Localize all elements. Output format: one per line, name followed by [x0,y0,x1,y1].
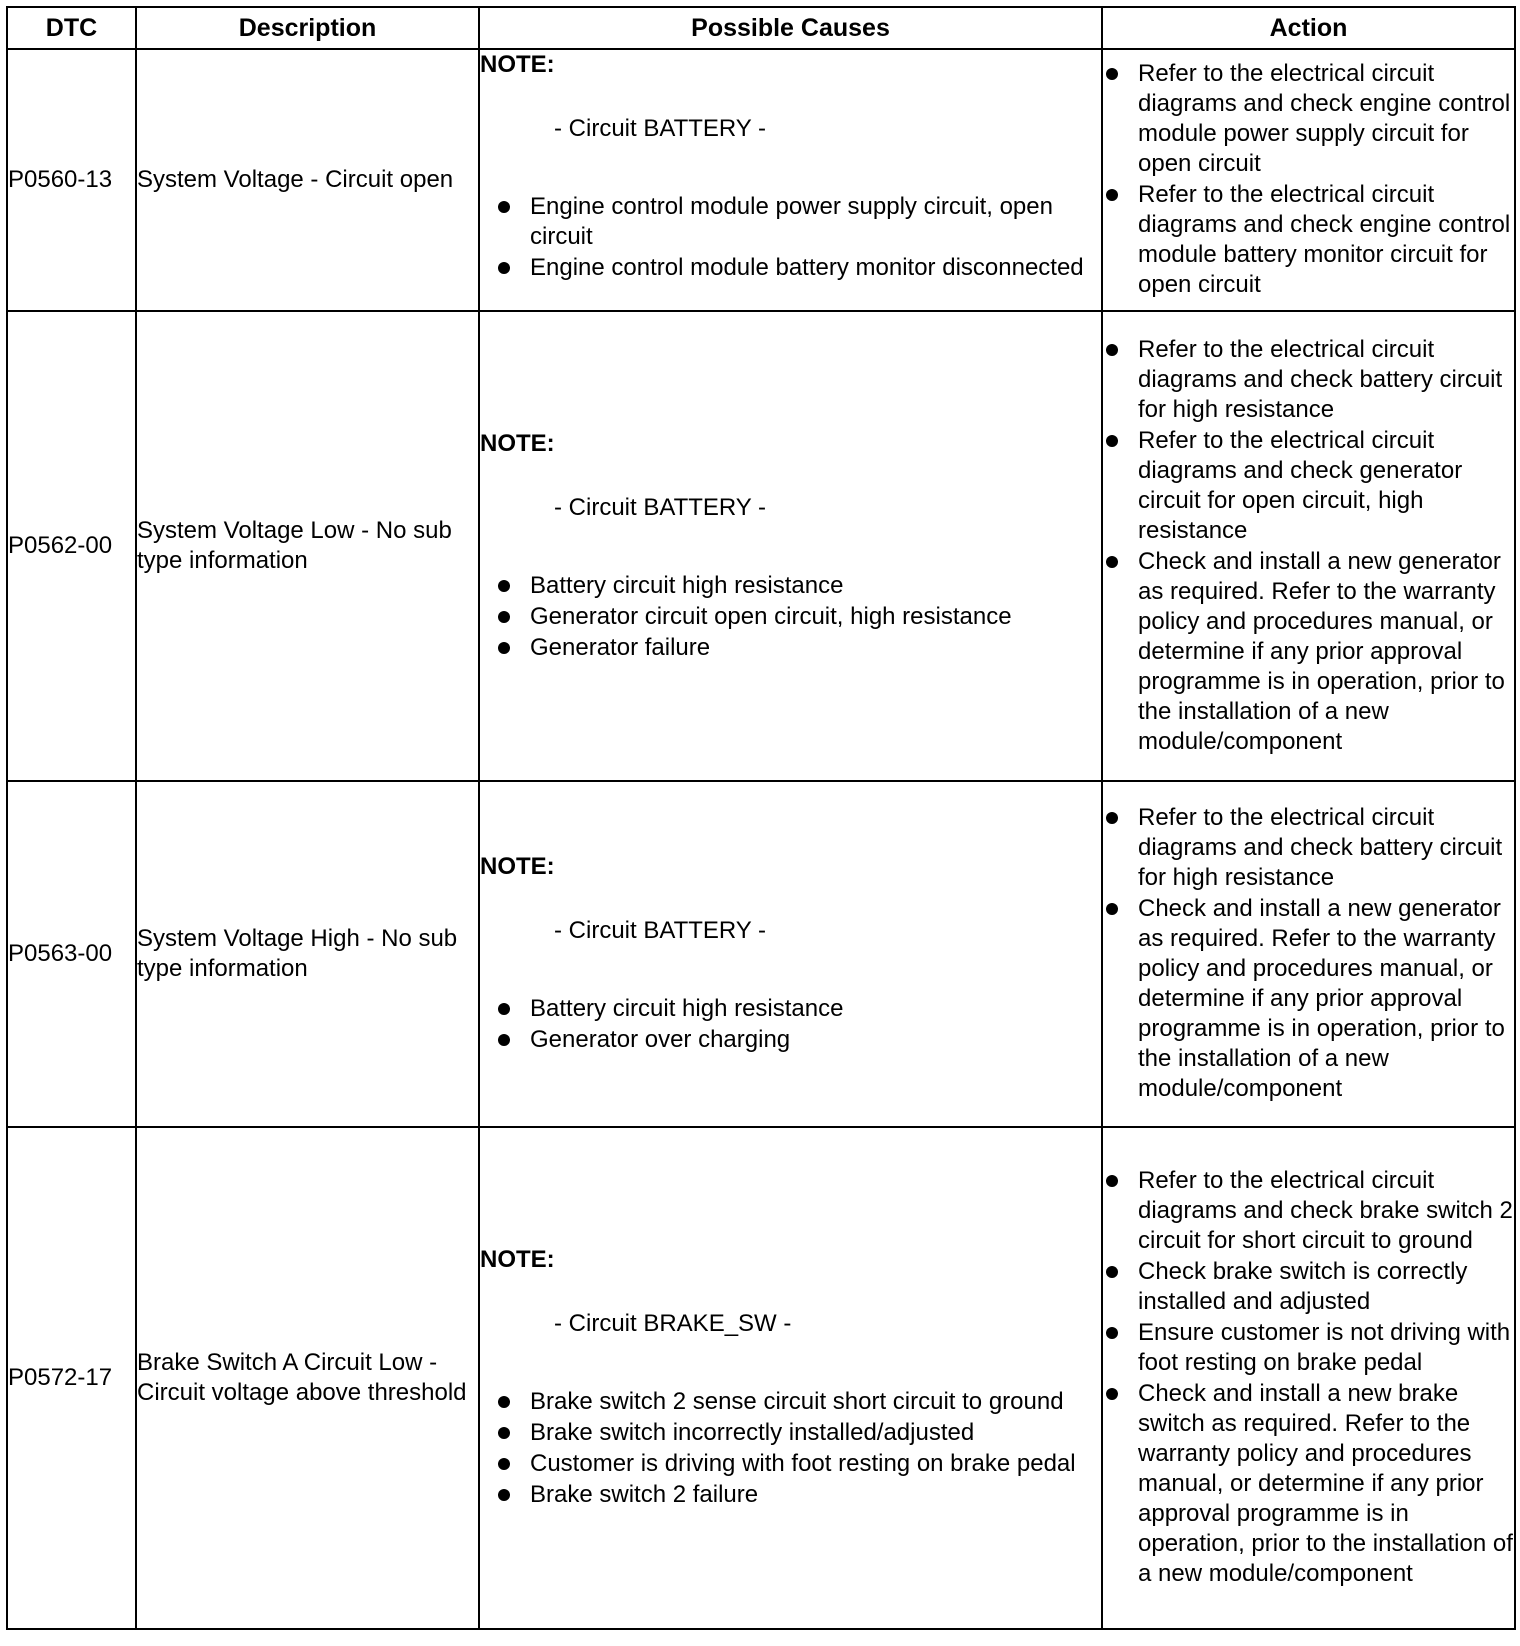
list-item [1103,1166,1514,1256]
list-item [1103,894,1514,1104]
note-label: NOTE: [480,853,555,880]
action-text: Check and install a new brake switch as required. Refer to the warranty policy and procedures manual, or determine if any prior approval programme is in operation, prior to the installation of a new module/component [1138,1380,1513,1587]
bullet-icon [1106,435,1118,447]
actions-list [1103,1166,1514,1589]
action-cell [1102,1127,1515,1629]
table-row [7,311,1515,781]
possible-causes-cell [479,781,1102,1127]
bullet-icon [1106,344,1118,356]
cause-text: Generator circuit open circuit, high resistance [530,602,1012,630]
bullet-icon [1106,1175,1118,1187]
dtc-code: P0572-17 [7,1127,136,1629]
bullet-icon [1106,68,1118,80]
dtc-description: System Voltage Low - No sub type information [136,311,479,781]
causes-list [480,1387,1101,1510]
bullet-icon [498,642,510,654]
list-item [480,633,1101,663]
list-item [1103,335,1514,425]
table-header-row [7,7,1515,49]
list-item [1103,1379,1514,1589]
list-item [1103,1318,1514,1378]
cause-text: Generator failure [530,633,711,661]
dtc-description: System Voltage - Circuit open [136,49,479,311]
action-text: Refer to the electrical circuit diagrams and check battery circuit for high resistance [1138,804,1503,891]
actions-list [1103,803,1514,1104]
note-label: NOTE: [480,429,555,457]
bullet-icon [498,1458,510,1470]
list-item [1103,426,1514,546]
action-text: Ensure customer is not driving with foot resting on brake pedal [1138,1319,1511,1376]
dtc-code: P0560-13 [7,49,136,311]
possible-causes-cell [479,1127,1102,1629]
cause-text: Generator over charging [530,1026,791,1053]
action-cell [1102,781,1515,1127]
circuit-label: - Circuit BATTERY - [554,493,767,521]
bullet-icon [498,201,510,213]
causes-list [480,994,1101,1055]
list-item [1103,1257,1514,1317]
list-item [1103,547,1514,757]
bullet-icon [498,611,510,623]
action-text: Refer to the electrical circuit diagrams and check engine control module power supply circuit for open circuit [1138,60,1511,177]
action-text: Refer to the electrical circuit diagrams and check battery circuit for high resistance [1138,335,1503,423]
table-row [7,1127,1515,1629]
header-action: Action [1102,7,1515,49]
bullet-icon [1106,556,1118,568]
list-item [480,1387,1101,1417]
circuit-label: - Circuit BRAKE_SW - [554,1310,792,1337]
bullet-icon [498,1003,510,1015]
dtc-description: System Voltage High - No sub type information [136,781,479,1127]
list-item [480,571,1101,601]
bullet-icon [1106,812,1118,824]
action-text: Check and install a new generator as required. Refer to the warranty policy and procedures manual, or determine if any prior approval programme is in operation, prior to the installation of a new module/component [1138,895,1505,1102]
cause-text: Engine control module battery monitor disconnected [530,254,1084,281]
bullet-icon [498,262,510,274]
bullet-icon [498,1034,510,1046]
possible-causes-cell [479,311,1102,781]
bullet-icon [498,1489,510,1501]
bullet-icon [1106,189,1118,201]
list-item [480,602,1101,632]
list-item [1103,180,1514,300]
cause-text: Brake switch 2 sense circuit short circuit to ground [530,1388,1064,1415]
action-text: Refer to the electrical circuit diagrams and check brake switch 2 circuit for short circuit to ground [1138,1167,1513,1254]
cause-text: Battery circuit high resistance [530,995,844,1022]
list-item [480,1418,1101,1448]
circuit-label: - Circuit BATTERY - [554,917,767,944]
bullet-icon [1106,903,1118,915]
causes-list [480,571,1101,663]
action-text: Check brake switch is correctly installed and adjusted [1138,1258,1468,1315]
list-item [480,253,1101,283]
bullet-icon [498,1427,510,1439]
header-possible-causes: Possible Causes [479,7,1102,49]
list-item [1103,59,1514,179]
actions-list [1103,59,1514,300]
list-item [1103,803,1514,893]
note-label: NOTE: [480,1246,555,1273]
possible-causes-cell [479,49,1102,311]
list-item [480,1480,1101,1510]
cause-text: Customer is driving with foot resting on brake pedal [530,1450,1076,1477]
circuit-label: - Circuit BATTERY - [554,115,767,142]
action-cell [1102,49,1515,311]
cause-text: Brake switch incorrectly installed/adjusted [530,1419,975,1446]
header-dtc: DTC [7,7,136,49]
list-item [480,1025,1101,1055]
cause-text: Battery circuit high resistance [530,571,844,599]
list-item [480,994,1101,1024]
cause-text: Engine control module power supply circuit, open circuit [530,193,1053,250]
header-description: Description [136,7,479,49]
actions-list [1103,335,1514,757]
dtc-code: P0562-00 [7,311,136,781]
note-label: NOTE: [480,51,555,78]
table-row [7,781,1515,1127]
action-text: Check and install a new generator as required. Refer to the warranty policy and procedures manual, or determine if any prior approval programme is in operation, prior to the installation of a new module/component [1138,547,1505,755]
cause-text: Brake switch 2 failure [530,1481,759,1508]
bullet-icon [498,580,510,592]
dtc-description: Brake Switch A Circuit Low - Circuit voltage above threshold [136,1127,479,1629]
action-text: Refer to the electrical circuit diagrams and check generator circuit for open circuit, high resistance [1138,426,1463,544]
table-row [7,49,1515,311]
dtc-table [6,6,1516,1630]
causes-list [480,192,1101,283]
list-item [480,1449,1101,1479]
action-cell [1102,311,1515,781]
dtc-table-container [6,6,1514,1630]
action-text: Refer to the electrical circuit diagrams and check engine control module battery monitor circuit for open circuit [1138,181,1511,298]
dtc-code: P0563-00 [7,781,136,1127]
bullet-icon [1106,1327,1118,1339]
bullet-icon [1106,1388,1118,1400]
bullet-icon [498,1396,510,1408]
list-item [480,192,1101,252]
bullet-icon [1106,1266,1118,1278]
